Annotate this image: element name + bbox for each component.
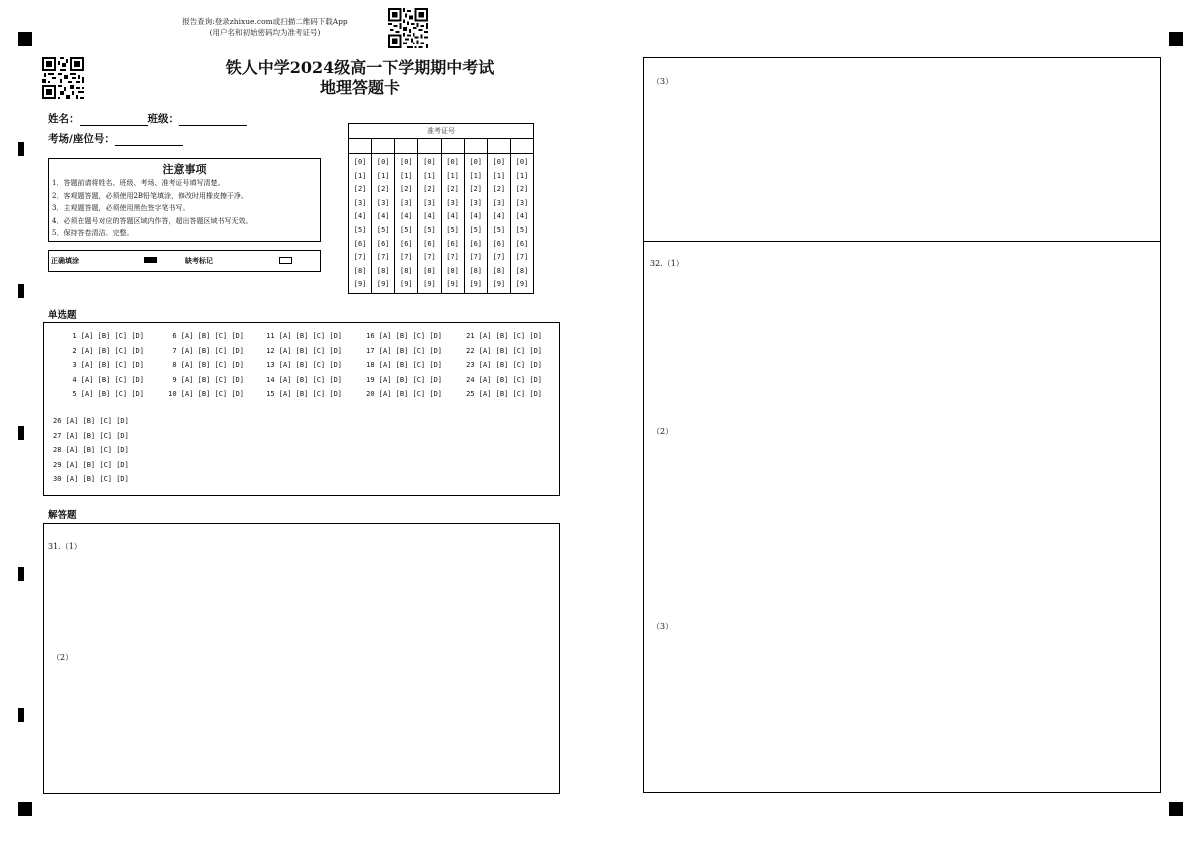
admission-number-grid — [348, 123, 534, 294]
admission-digit-box[interactable] — [372, 139, 395, 154]
admission-digit-bubble[interactable]: [9] — [376, 280, 390, 289]
single-choice-title: 单选题 — [48, 310, 77, 321]
choice-item[interactable]: 19 [A] [B] [C] [D] — [366, 375, 442, 384]
admission-digit-bubble[interactable]: [9] — [446, 280, 459, 289]
admission-digit-bubble[interactable]: [1] — [515, 171, 529, 180]
choice-item[interactable]: 29 [A] [B] [C] [D] — [53, 460, 129, 469]
app-download-qr-code — [388, 8, 428, 48]
seat-field[interactable] — [48, 131, 183, 146]
notes-item: 5．保持答卷清洁、完整。 — [52, 229, 134, 237]
corner-mark-top-left — [18, 32, 32, 46]
choice-item[interactable]: 12 [A] [B] [C] [D] — [266, 346, 342, 355]
absent-mark-label: 缺考标记 — [185, 256, 213, 265]
correct-fill-sample — [144, 257, 157, 263]
fill-legend — [48, 250, 321, 272]
admission-digit-column — [372, 154, 395, 294]
choice-item[interactable]: 14 [A] [B] [C] [D] — [266, 375, 342, 384]
choice-item[interactable]: 1 [A] [B] [C] [D] — [72, 332, 144, 340]
admission-digit-bubble[interactable]: [7] — [376, 253, 390, 262]
absent-mark-checkbox[interactable] — [279, 257, 292, 264]
admission-digit-bubble[interactable]: [6] — [492, 239, 506, 248]
admission-number-title: 准考证号 — [349, 124, 534, 139]
question-32-part-1-label: 32.（1） — [650, 259, 684, 268]
admission-digit-bubble[interactable]: [1] — [492, 171, 506, 180]
choice-item[interactable]: 24 [A] [B] [C] [D] — [466, 375, 542, 384]
timing-mark — [18, 567, 24, 581]
admission-digit-bubble[interactable]: [0] — [469, 158, 483, 166]
admission-digit-bubble[interactable]: [5] — [469, 225, 483, 234]
admission-digit-bubble[interactable]: [6] — [469, 239, 483, 248]
seat-label: 考场/座位号： — [48, 133, 115, 145]
choice-item[interactable]: 13 [A] [B] [C] [D] — [266, 361, 342, 369]
admission-digit-bubble[interactable]: [2] — [353, 185, 367, 194]
admission-digit-bubble[interactable]: [9] — [515, 280, 529, 289]
answer-area-32[interactable] — [643, 240, 1161, 793]
notes-item: 4．必须在题号对应的答题区域内作答，超出答题区域书写无效。 — [52, 216, 253, 225]
choice-item[interactable]: 8 [A] [B] [C] [D] — [172, 361, 244, 369]
choice-item[interactable]: 27 [A] [B] [C] [D] — [53, 431, 129, 440]
admission-digit-bubble[interactable]: [0] — [399, 158, 413, 166]
choice-item[interactable]: 6 [A] [B] [C] [D] — [172, 332, 244, 340]
report-query-line2: (用户名和初始密码均为准考证号) — [209, 28, 321, 37]
choice-item[interactable]: 26 [A] [B] [C] [D] — [53, 417, 129, 425]
name-blank[interactable] — [80, 115, 148, 126]
class-blank[interactable] — [179, 115, 247, 126]
admission-digit-bubble[interactable]: [2] — [515, 185, 529, 194]
admission-digit-box[interactable] — [349, 139, 372, 154]
admission-digit-column — [441, 154, 464, 294]
notes-item: 1．答题前请将姓名、班级、考场、准考证号填写清楚。 — [52, 179, 225, 187]
report-query-line1: 报告查询:登录zhixue.com或扫描二维码下载App — [182, 17, 348, 26]
admission-digit-bubble[interactable]: [4] — [423, 212, 436, 221]
admission-digit-bubble[interactable]: [0] — [492, 158, 506, 166]
admission-digit-bubble[interactable]: [8] — [515, 266, 529, 275]
choice-item[interactable]: 23 [A] [B] [C] [D] — [466, 361, 542, 369]
admission-digit-box[interactable] — [395, 139, 418, 154]
admission-digit-bubble[interactable]: [3] — [446, 198, 459, 207]
admission-digit-bubble[interactable]: [6] — [353, 239, 367, 248]
choice-item[interactable]: 15 [A] [B] [C] [D] — [266, 390, 342, 398]
exam-title-line1: 铁人中学2024级高一下学期期中考试 — [225, 58, 495, 77]
admission-digit-bubble[interactable]: [5] — [492, 225, 506, 234]
student-qr-code — [42, 57, 84, 99]
admission-digit-box[interactable] — [487, 139, 510, 154]
admission-digit-bubble[interactable]: [2] — [376, 185, 390, 194]
notes-title: 注意事项 — [162, 163, 207, 176]
admission-digit-bubble[interactable]: [5] — [399, 225, 413, 234]
timing-mark — [18, 426, 24, 440]
admission-digit-bubble[interactable]: [3] — [353, 198, 367, 207]
admission-digit-bubble[interactable]: [7] — [399, 253, 413, 262]
notes-box — [48, 158, 321, 242]
choice-item[interactable]: 4 [A] [B] [C] [D] — [72, 375, 144, 384]
admission-digit-bubble[interactable]: [9] — [399, 280, 413, 289]
choice-item[interactable]: 9 [A] [B] [C] [D] — [172, 375, 244, 384]
corner-mark-top-right — [1169, 32, 1183, 46]
admission-digit-bubble[interactable]: [8] — [353, 266, 367, 275]
choice-item[interactable]: 3 [A] [B] [C] [D] — [72, 361, 144, 369]
class-label: 班级： — [147, 113, 179, 125]
admission-digit-bubble[interactable]: [7] — [515, 253, 529, 262]
admission-digit-bubble[interactable]: [8] — [423, 266, 436, 275]
answer-area-31-part-3[interactable] — [643, 57, 1161, 242]
admission-digit-bubble[interactable]: [7] — [492, 253, 506, 262]
report-query-notice — [160, 16, 370, 38]
exam-title — [150, 58, 570, 98]
choice-item[interactable]: 11 [A] [B] [C] [D] — [266, 332, 342, 340]
admission-digit-bubble[interactable]: [1] — [399, 171, 413, 180]
admission-digit-bubble[interactable]: [2] — [423, 185, 436, 194]
question-31-part-2-label: （2） — [52, 653, 74, 662]
admission-digit-bubble[interactable]: [4] — [446, 212, 459, 221]
admission-digit-bubble[interactable]: [3] — [399, 198, 413, 207]
admission-digit-bubble[interactable]: [3] — [423, 198, 436, 207]
admission-digit-bubble[interactable]: [9] — [353, 280, 367, 289]
choice-item[interactable]: 10 [A] [B] [C] [D] — [168, 390, 244, 398]
admission-digit-bubble[interactable]: [7] — [446, 253, 459, 262]
admission-digit-bubble[interactable]: [1] — [353, 171, 367, 180]
admission-digit-bubble[interactable]: [2] — [492, 185, 506, 194]
admission-digit-bubble[interactable]: [3] — [376, 198, 390, 207]
admission-digit-bubble[interactable]: [3] — [492, 198, 506, 207]
question-32-part-3-label: （3） — [652, 622, 674, 631]
admission-digit-bubble[interactable]: [4] — [376, 212, 390, 221]
admission-digit-bubble[interactable]: [7] — [469, 253, 483, 262]
admission-digit-bubble[interactable]: [3] — [515, 198, 529, 207]
admission-digit-bubble[interactable]: [9] — [469, 280, 483, 289]
question-31-part-3-label: （3） — [652, 77, 674, 86]
corner-mark-bottom-left — [18, 802, 32, 816]
admission-digit-bubble[interactable]: [1] — [376, 171, 390, 180]
question-32-part-2-label: （2） — [652, 427, 674, 436]
timing-mark — [18, 142, 24, 156]
choice-item[interactable]: 18 [A] [B] [C] [D] — [366, 361, 442, 369]
choice-item[interactable]: 17 [A] [B] [C] [D] — [366, 346, 442, 355]
admission-digit-bubble[interactable]: [1] — [423, 171, 436, 180]
choice-item[interactable]: 2 [A] [B] [C] [D] — [72, 346, 144, 355]
admission-digit-bubble[interactable]: [4] — [515, 212, 529, 221]
admission-digit-bubble[interactable]: [4] — [399, 212, 413, 221]
admission-digit-bubble[interactable]: [7] — [423, 253, 436, 262]
admission-digit-bubble[interactable]: [0] — [376, 158, 390, 166]
admission-digit-bubble[interactable]: [4] — [353, 212, 367, 221]
admission-digit-bubble[interactable]: [9] — [423, 280, 436, 289]
admission-digit-bubble[interactable]: [5] — [515, 225, 529, 234]
seat-blank[interactable] — [115, 135, 183, 146]
notes-item: 2．客观题答题，必须使用2B铅笔填涂，修改时用橡皮擦干净。 — [52, 191, 249, 200]
single-choice-box — [43, 322, 560, 496]
admission-digit-box[interactable] — [510, 139, 533, 154]
admission-digit-bubble[interactable]: [3] — [469, 198, 483, 207]
admission-digit-bubble[interactable]: [7] — [353, 253, 367, 262]
choice-item[interactable]: 21 [A] [B] [C] [D] — [466, 332, 542, 340]
correct-fill-label: 正确填涂 — [51, 256, 79, 265]
admission-digit-bubble[interactable]: [5] — [423, 225, 436, 234]
admission-digit-bubble[interactable]: [1] — [469, 171, 483, 180]
admission-digit-column — [464, 154, 487, 294]
admission-digit-bubble[interactable]: [8] — [492, 266, 506, 275]
admission-digit-column — [487, 154, 510, 294]
admission-digit-bubble[interactable]: [9] — [492, 280, 506, 289]
admission-digit-bubble[interactable]: [4] — [469, 212, 483, 221]
admission-digit-bubble[interactable]: [1] — [446, 171, 459, 180]
admission-digit-bubble[interactable]: [0] — [353, 158, 367, 166]
admission-digit-bubble[interactable]: [8] — [469, 266, 483, 275]
choice-item[interactable]: 16 [A] [B] [C] [D] — [366, 332, 442, 340]
admission-digit-column — [395, 154, 418, 294]
choice-item[interactable]: 25 [A] [B] [C] [D] — [466, 390, 542, 398]
choice-item[interactable]: 28 [A] [B] [C] [D] — [53, 446, 129, 454]
exam-title-line2: 地理答题卡 — [319, 78, 400, 97]
corner-mark-bottom-right — [1169, 802, 1183, 816]
admission-digit-bubble[interactable]: [6] — [423, 239, 436, 248]
admission-digit-bubble[interactable]: [0] — [423, 158, 436, 166]
notes-item: 3．主观题答题，必须使用黑色签字笔书写。 — [52, 204, 190, 212]
admission-digit-column — [510, 154, 533, 294]
admission-digit-box[interactable] — [418, 139, 441, 154]
choice-item[interactable]: 7 [A] [B] [C] [D] — [172, 346, 244, 355]
admission-digit-box[interactable] — [441, 139, 464, 154]
admission-digit-bubble[interactable]: [0] — [446, 158, 459, 166]
admission-digit-bubble[interactable]: [6] — [399, 239, 413, 248]
essay-title: 解答题 — [48, 510, 77, 521]
choice-item[interactable]: 20 [A] [B] [C] [D] — [366, 390, 442, 398]
name-field[interactable] — [48, 111, 247, 126]
admission-digit-bubble[interactable]: [8] — [376, 266, 390, 275]
name-label: 姓名： — [48, 113, 80, 125]
admission-digit-bubble[interactable]: [2] — [446, 185, 459, 194]
timing-mark — [18, 708, 24, 722]
answer-area-31[interactable] — [43, 523, 560, 794]
question-31-part-1-label: 31.（1） — [48, 542, 82, 551]
admission-digit-bubble[interactable]: [8] — [399, 266, 413, 275]
admission-digit-bubble[interactable]: [5] — [353, 225, 367, 234]
admission-digit-bubble[interactable]: [5] — [446, 225, 459, 234]
admission-digit-bubble[interactable]: [2] — [399, 185, 413, 194]
timing-mark — [18, 284, 24, 298]
admission-digit-box[interactable] — [464, 139, 487, 154]
admission-digit-bubble[interactable]: [6] — [376, 239, 390, 248]
choice-item[interactable]: 5 [A] [B] [C] [D] — [72, 390, 144, 398]
admission-digit-bubble[interactable]: [6] — [515, 239, 529, 248]
admission-digit-bubble[interactable]: [5] — [376, 225, 390, 234]
admission-digit-bubble[interactable]: [0] — [515, 158, 529, 166]
admission-digit-column — [418, 154, 441, 294]
admission-digit-bubble[interactable]: [8] — [446, 266, 459, 275]
admission-digit-bubble[interactable]: [6] — [446, 239, 459, 248]
choice-item[interactable]: 30 [A] [B] [C] [D] — [53, 475, 129, 483]
choice-item[interactable]: 22 [A] [B] [C] [D] — [466, 346, 542, 355]
admission-digit-bubble[interactable]: [2] — [469, 185, 483, 194]
admission-digit-column — [349, 154, 372, 294]
admission-digit-bubble[interactable]: [4] — [492, 212, 506, 221]
